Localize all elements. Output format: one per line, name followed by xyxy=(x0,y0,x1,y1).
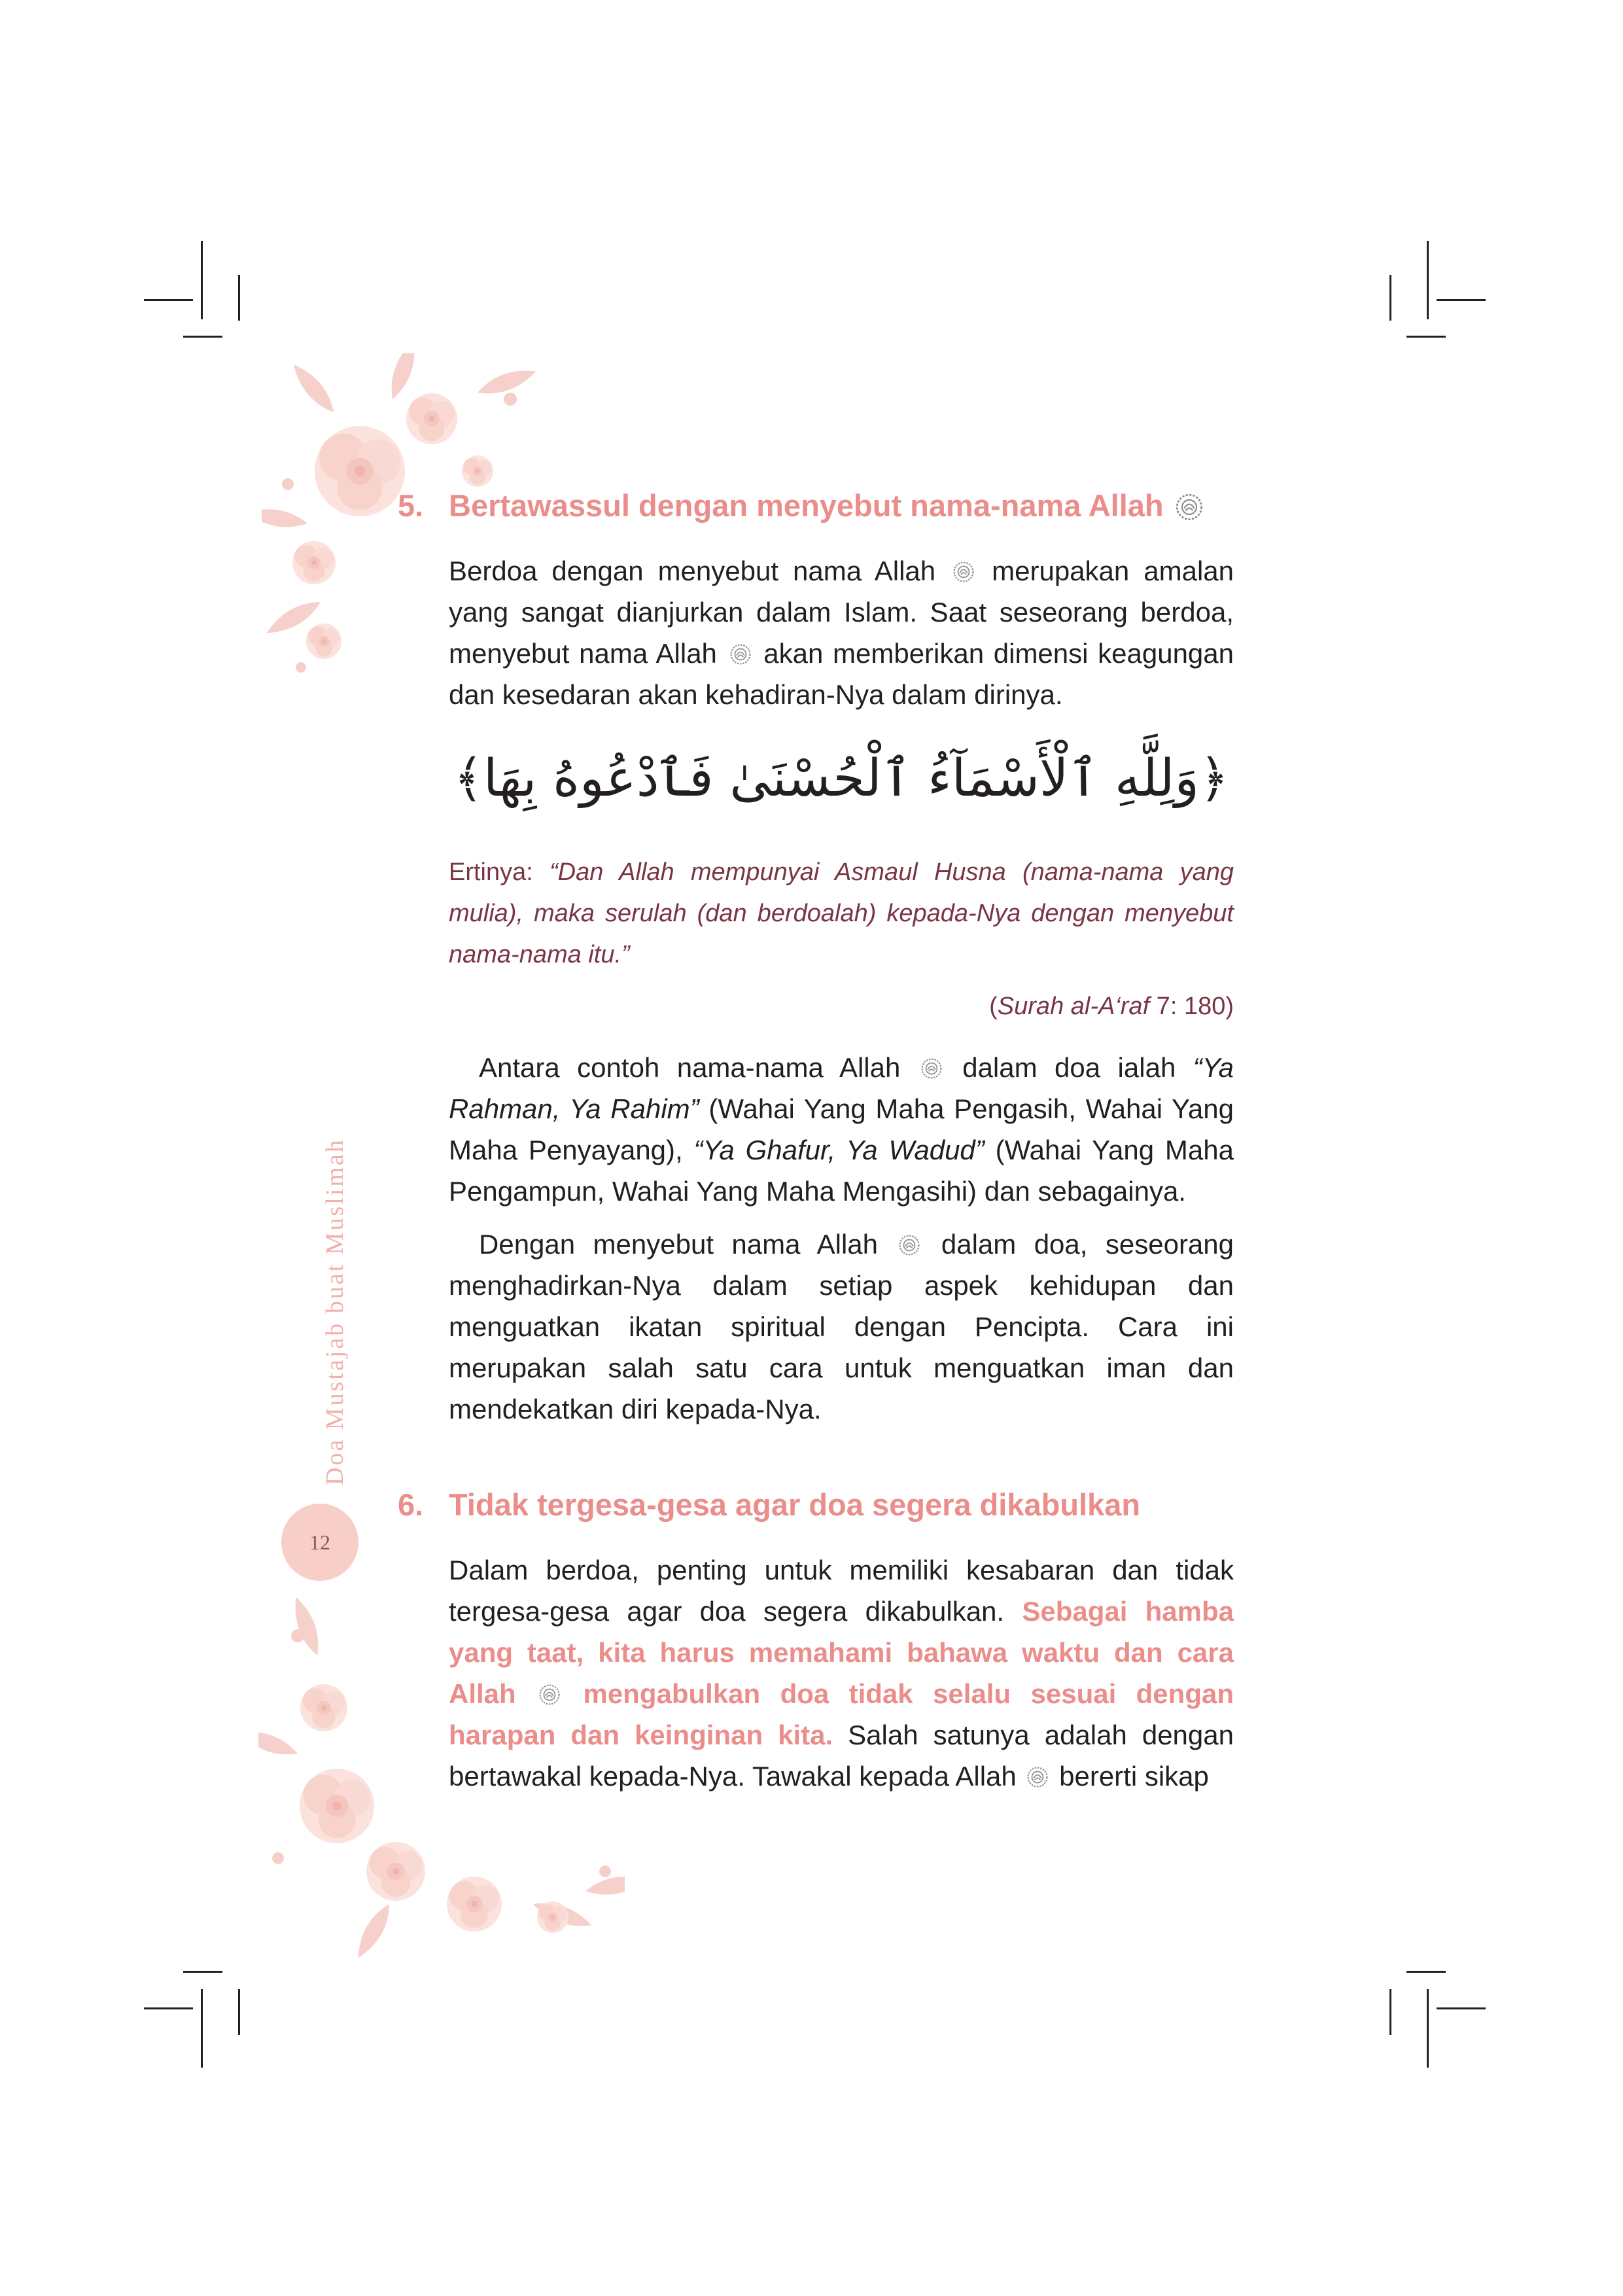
highlighted-text: Sebagai hamba yang taat, kita harus memahami bahawa waktu dan cara Allah xyxy=(449,1596,1234,1709)
honorific-icon xyxy=(920,1057,943,1080)
highlighted-text: mengabulkan doa tidak selalu sesuai dengan harapan dan keinginan kita. xyxy=(449,1678,1234,1750)
section-5-paragraph-1 xyxy=(449,550,1234,715)
text-run: (Wahai Yang Maha Pengasih, Wahai Yang Maha Penyayang), xyxy=(449,1093,1234,1165)
text-run: dalam doa ialah xyxy=(962,1052,1176,1083)
text-run: (Wahai Yang Maha Pengampun, Wahai Yang Maha Mengasihi) dan sebagainya. xyxy=(449,1135,1234,1207)
honorific-icon xyxy=(952,561,975,583)
text-run: dalam doa, seseorang menghadirkan-Nya dalam setiap aspek kehidupan dan menguatkan ikatan spiritual dengan Pencipta. Cara ini merupakan salah satu cara untuk menguatkan iman dan mendekatkan diri kepada-Nya. xyxy=(449,1229,1234,1424)
citation-ref: 7: 180) xyxy=(1149,993,1234,1020)
text-run: akan memberikan dimensi keagungan dan kesedaran akan kehadiran-Nya dalam dirinya. xyxy=(449,638,1234,710)
text-run: Dengan menyebut nama Allah xyxy=(479,1229,878,1260)
section-6-heading xyxy=(398,1487,1235,1523)
section-5-paragraph-2 xyxy=(449,1047,1234,1212)
verse-citation xyxy=(449,993,1234,1021)
text-run: Dalam berdoa, penting untuk memiliki kesabaran dan tidak tergesa-gesa agar doa segera dikabulkan. xyxy=(449,1555,1234,1627)
text-run: “Ya Ghafur, Ya Wadud” xyxy=(693,1135,985,1165)
honorific-icon xyxy=(1175,493,1204,521)
honorific-icon xyxy=(538,1684,561,1706)
honorific-icon xyxy=(898,1234,920,1256)
text-run: Salah satunya adalah dengan bertawakal kepada-Nya. Tawakal kepada Allah xyxy=(449,1720,1234,1792)
section-5-number: 5. xyxy=(398,488,424,523)
running-title: Doa Mustajab buat Muslimah xyxy=(321,1138,349,1485)
translation-text: “Dan Allah mempunyai Asmaul Husna (nama-nama yang mulia), maka serulah (dan berdoalah) kepada-Nya dengan menyebut nama-nama itu.” xyxy=(449,858,1234,968)
text-run: Antara contoh nama-nama Allah xyxy=(479,1052,901,1083)
section-5-title: Bertawassul dengan menyebut nama-nama Allah xyxy=(449,488,1164,523)
section-5-paragraph-3 xyxy=(449,1224,1234,1430)
honorific-icon xyxy=(729,643,752,665)
honorific-icon xyxy=(1026,1766,1049,1788)
text-run: merupakan amalan yang sangat dianjurkan dalam Islam. Saat seseorang berdoa, menyebut nama Allah xyxy=(449,556,1234,669)
section-5-heading xyxy=(398,487,1235,523)
quran-verse: ﴿وَلِلَّهِ ٱلْأَسْمَآءُ ٱلْحُسْنَىٰ فَٱدْعُوهُ بِهَا﴾ xyxy=(453,749,1229,808)
text-run: “Ya Rahman, Ya Rahim” xyxy=(449,1052,1234,1124)
section-6-title: Tidak tergesa-gesa agar doa segera dikabulkan xyxy=(449,1487,1141,1522)
translation-label: Ertinya: xyxy=(449,858,533,886)
page-number: 12 xyxy=(281,1504,358,1581)
section-6-number: 6. xyxy=(398,1487,424,1522)
text-run: bererti sikap xyxy=(1059,1761,1209,1792)
verse-translation xyxy=(449,852,1234,976)
citation-open: ( xyxy=(989,993,998,1020)
text-run: Berdoa dengan menyebut nama Allah xyxy=(449,556,936,586)
citation-surah: Surah al-A‘raf xyxy=(997,993,1150,1020)
section-6-paragraph-1 xyxy=(449,1549,1234,1797)
